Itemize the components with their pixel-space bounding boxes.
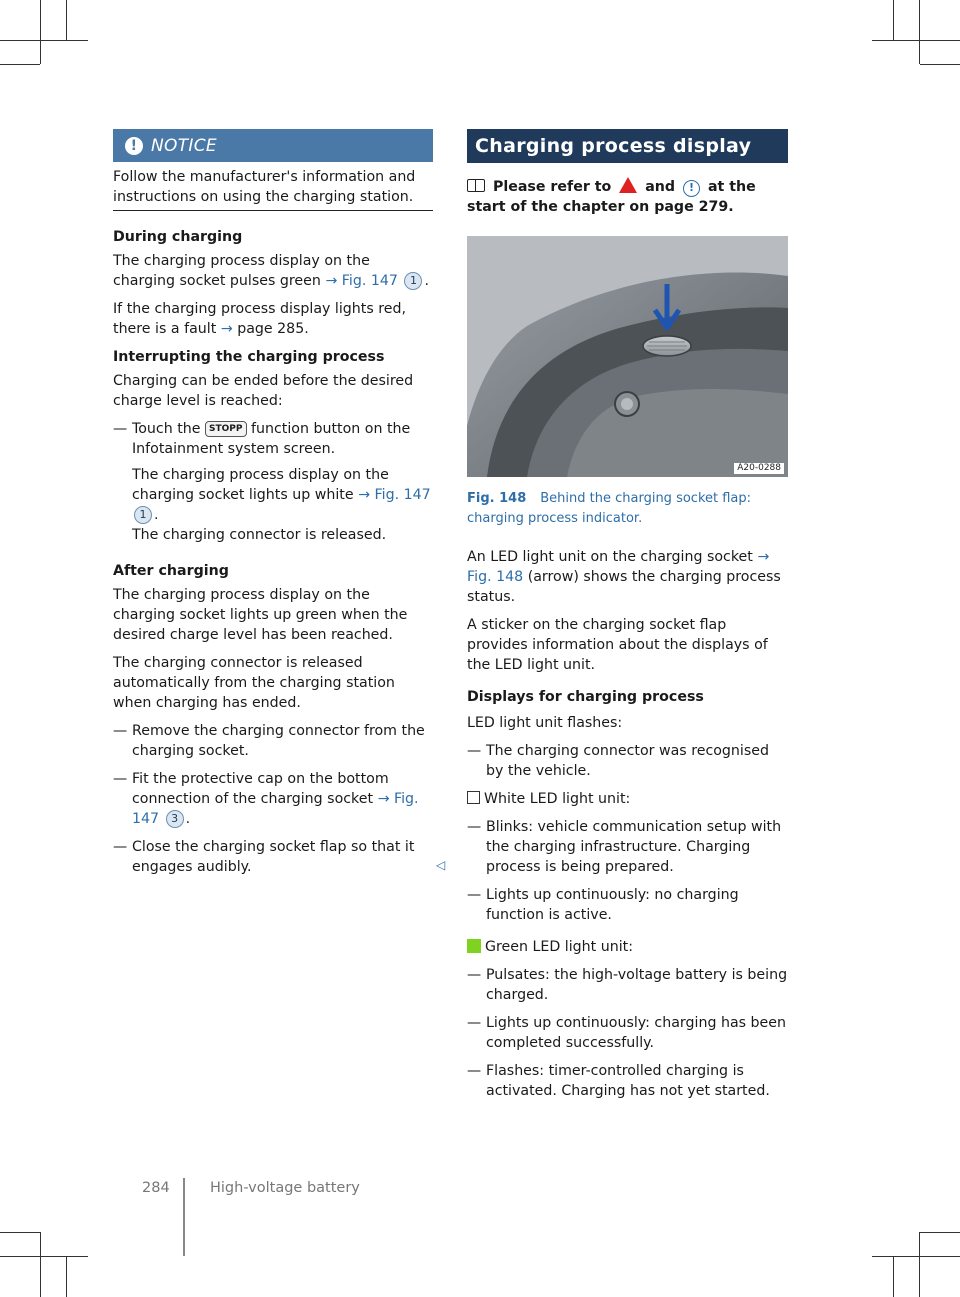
charging-socket-illustration bbox=[467, 236, 788, 477]
notice-label: NOTICE bbox=[151, 135, 217, 156]
white-item-1: — Blinks: vehicle communication setup with the charging infrastructure. Charging process is being prepared. bbox=[467, 817, 788, 877]
figure-code: A20-0288 bbox=[734, 463, 784, 474]
after-heading: After charging bbox=[113, 563, 229, 579]
white-item-2: — Lights up continuously: no charging function is active. bbox=[467, 885, 788, 925]
left-column bbox=[113, 129, 433, 885]
crop-mark bbox=[66, 0, 67, 40]
displays-heading: Displays for charging process bbox=[467, 689, 704, 705]
fig-147-link[interactable]: Fig. 147 bbox=[132, 791, 419, 827]
notice-text: Follow the manufacturer's information and instructions on using the charging station. bbox=[113, 169, 416, 205]
during-heading: During charging bbox=[113, 229, 243, 245]
arrow-right-icon: → bbox=[358, 487, 370, 503]
fig-147-link[interactable]: Fig. 147 bbox=[341, 273, 398, 289]
crop-mark bbox=[40, 0, 41, 64]
arrow-right-icon: → bbox=[377, 791, 390, 807]
flashes-item: — The charging connector was recognised by the vehicle. bbox=[467, 741, 788, 781]
section-title: Charging process display bbox=[467, 129, 788, 163]
interrupt-sub-step: The charging process display on the charging socket lights up white → Fig. 147 1 . The charging connector is released. bbox=[132, 467, 431, 543]
fig-148-link[interactable]: Fig. 148 bbox=[467, 569, 524, 585]
crop-mark bbox=[920, 64, 960, 65]
crop-mark bbox=[66, 1256, 67, 1297]
during-paragraph-1: The charging process display on the charging socket pulses green → Fig. 147 1 . bbox=[113, 253, 429, 289]
after-step-3: — Close the charging socket flap so that it engages audibly. bbox=[113, 837, 433, 877]
interrupt-paragraph: Charging can be ended before the desired charge level is reached: bbox=[113, 373, 414, 409]
white-label: White LED light unit: bbox=[467, 789, 788, 809]
green-item-2: — Lights up continuously: charging has been completed successfully. bbox=[467, 1013, 788, 1053]
arrow-right-icon: → bbox=[220, 321, 233, 337]
after-step-2: — Fit the protective cap on the bottom connection of the charging socket → Fig. 147 3 . bbox=[113, 769, 433, 829]
chapter-title: High-voltage battery bbox=[210, 1180, 360, 1196]
page-number: 284 bbox=[142, 1180, 170, 1196]
flashes-label: LED light unit flashes: bbox=[467, 715, 623, 731]
crop-mark bbox=[0, 40, 88, 41]
crop-mark bbox=[872, 40, 960, 41]
green-label: Green LED light unit: bbox=[467, 937, 788, 957]
refer-note: Please refer to and ! at the start of the chapter on page 279. bbox=[467, 179, 756, 215]
notice-icon: ! bbox=[125, 137, 143, 155]
callout-number: 1 bbox=[404, 272, 422, 290]
led-paragraph-1: An LED light unit on the charging socket → Fig. 148 (arrow) shows the charging process status. bbox=[467, 549, 781, 605]
crop-mark bbox=[893, 0, 894, 40]
crop-mark bbox=[919, 0, 920, 64]
footer-divider bbox=[183, 1178, 185, 1256]
led-paragraph-2: A sticker on the charging socket flap provides information about the displays of the LED light unit. bbox=[467, 617, 768, 673]
white-square-icon bbox=[467, 791, 480, 804]
notice-body bbox=[113, 167, 433, 211]
stopp-button-icon: STOPP bbox=[205, 421, 246, 437]
green-square-icon bbox=[467, 939, 481, 953]
after-step-1: — Remove the charging connector from the charging socket. bbox=[113, 721, 433, 761]
callout-number: 1 bbox=[134, 506, 152, 524]
after-paragraph-2: The charging connector is released automatically from the charging station when charging has ended. bbox=[113, 655, 395, 711]
notice-circle-icon: ! bbox=[683, 180, 700, 197]
arrow-right-icon: → bbox=[757, 549, 770, 565]
arrow-right-icon: → bbox=[325, 273, 338, 289]
interrupt-heading: Interrupting the charging process bbox=[113, 349, 385, 365]
continue-triangle-icon: ◁ bbox=[436, 858, 446, 872]
book-icon bbox=[467, 179, 485, 192]
during-paragraph-2: If the charging process display lights red, there is a fault → page 285. bbox=[113, 301, 407, 337]
page-285-link[interactable]: page 285. bbox=[237, 321, 309, 337]
callout-number: 3 bbox=[166, 810, 184, 828]
figure-caption: Fig. 148 Behind the charging socket flap: charging process indicator. bbox=[467, 491, 752, 526]
warning-triangle-icon bbox=[619, 177, 637, 193]
fig-147-link[interactable]: Fig. 147 bbox=[374, 487, 431, 503]
after-paragraph-1: The charging process display on the charging socket lights up green when the desired charge level has been reached. bbox=[113, 587, 408, 643]
green-item-1: — Pulsates: the high-voltage battery is being charged. bbox=[467, 965, 788, 1005]
crop-mark bbox=[893, 1256, 894, 1297]
notice-header bbox=[113, 129, 433, 162]
crop-mark bbox=[0, 64, 40, 65]
green-item-3: — Flashes: timer-controlled charging is activated. Charging has not yet started. bbox=[467, 1061, 788, 1101]
figure-148-image bbox=[467, 236, 788, 477]
right-column bbox=[467, 129, 788, 1109]
page-footer bbox=[0, 1178, 960, 1258]
interrupt-step: — Touch the STOPP function button on the Infotainment system screen. bbox=[113, 419, 433, 459]
